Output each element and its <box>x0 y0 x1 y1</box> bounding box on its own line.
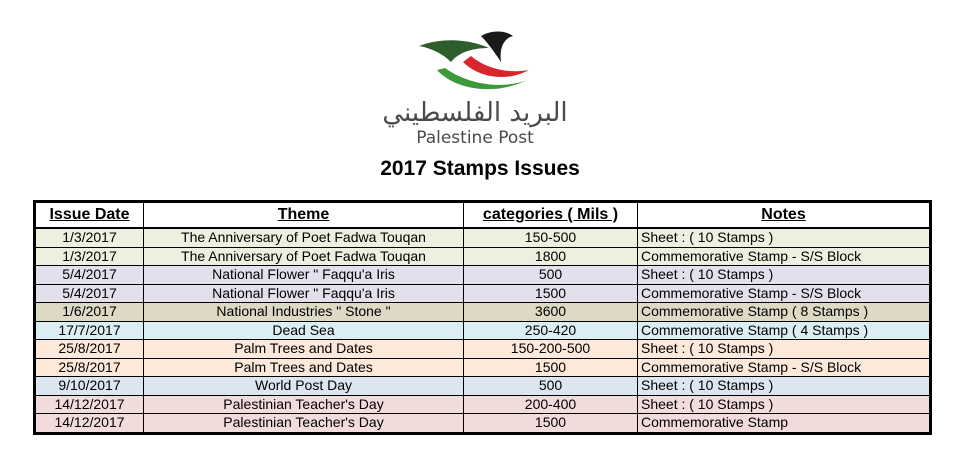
column-header-notes: Notes <box>638 202 931 229</box>
cell-category: 1500 <box>464 284 638 303</box>
cell-issue-date: 1/3/2017 <box>35 228 144 247</box>
cell-notes: Commemorative Stamp ( 8 Stamps ) <box>638 303 931 322</box>
cell-theme: Palm Trees and Dates <box>144 340 464 359</box>
table-row <box>35 377 931 396</box>
table-row <box>35 247 931 266</box>
cell-category: 1800 <box>464 247 638 266</box>
cell-category: 200-400 <box>464 395 638 414</box>
cell-theme: Dead Sea <box>144 321 464 340</box>
cell-category: 1500 <box>464 358 638 377</box>
cell-issue-date: 1/6/2017 <box>35 303 144 322</box>
palestine-post-logo <box>360 18 590 148</box>
cell-issue-date: 17/7/2017 <box>35 321 144 340</box>
table-row <box>35 266 931 285</box>
cell-notes: Commemorative Stamp - S/S Block <box>638 358 931 377</box>
cell-issue-date: 1/3/2017 <box>35 247 144 266</box>
cell-notes: Sheet : ( 10 Stamps ) <box>638 377 931 396</box>
cell-category: 500 <box>464 266 638 285</box>
page-title: 2017 Stamps Issues <box>380 157 580 180</box>
cell-category: 1500 <box>464 414 638 434</box>
cell-issue-date: 5/4/2017 <box>35 284 144 303</box>
cell-notes: Sheet : ( 10 Stamps ) <box>638 266 931 285</box>
table-row <box>35 358 931 377</box>
table-body <box>35 228 931 433</box>
cell-theme: Palm Trees and Dates <box>144 358 464 377</box>
table-row <box>35 303 931 322</box>
table-row <box>35 414 931 434</box>
cell-theme: The Anniversary of Poet Fadwa Touqan <box>144 247 464 266</box>
cell-notes: Commemorative Stamp ( 4 Stamps ) <box>638 321 931 340</box>
cell-issue-date: 14/12/2017 <box>35 414 144 434</box>
cell-notes: Sheet : ( 10 Stamps ) <box>638 228 931 247</box>
cell-issue-date: 5/4/2017 <box>35 266 144 285</box>
cell-theme: National Flower " Faqqu'a Iris <box>144 266 464 285</box>
cell-issue-date: 25/8/2017 <box>35 340 144 359</box>
logo-red-stroke <box>463 56 529 77</box>
cell-category: 3600 <box>464 303 638 322</box>
table-row <box>35 340 931 359</box>
logo-arabic-text: البريد الفلسطيني <box>382 98 568 128</box>
cell-theme: National Industries " Stone " <box>144 303 464 322</box>
column-header-issue-date: Issue Date <box>35 202 144 229</box>
cell-issue-date: 25/8/2017 <box>35 358 144 377</box>
cell-category: 150-200-500 <box>464 340 638 359</box>
cell-category: 150-500 <box>464 228 638 247</box>
logo-english-text: Palestine Post <box>416 128 534 148</box>
cell-theme: Palestinian Teacher's Day <box>144 414 464 434</box>
cell-notes: Commemorative Stamp <box>638 414 931 434</box>
table-header-row <box>35 202 931 229</box>
table-row <box>35 228 931 247</box>
cell-issue-date: 9/10/2017 <box>35 377 144 396</box>
cell-issue-date: 14/12/2017 <box>35 395 144 414</box>
stamps-table <box>33 200 932 435</box>
cell-notes: Sheet : ( 10 Stamps ) <box>638 395 931 414</box>
table-row <box>35 284 931 303</box>
cell-theme: National Flower " Faqqu'a Iris <box>144 284 464 303</box>
cell-theme: World Post Day <box>144 377 464 396</box>
cell-theme: The Anniversary of Poet Fadwa Touqan <box>144 228 464 247</box>
cell-category: 500 <box>464 377 638 396</box>
table-row <box>35 395 931 414</box>
logo-dark-green-stroke <box>419 40 489 62</box>
cell-notes: Sheet : ( 10 Stamps ) <box>638 340 931 359</box>
column-header-categories: categories ( Mils ) <box>464 202 638 229</box>
dove-icon <box>415 26 535 96</box>
cell-category: 250-420 <box>464 321 638 340</box>
cell-notes: Commemorative Stamp - S/S Block <box>638 284 931 303</box>
cell-notes: Commemorative Stamp - S/S Block <box>638 247 931 266</box>
column-header-theme: Theme <box>144 202 464 229</box>
table-row <box>35 321 931 340</box>
cell-theme: Palestinian Teacher's Day <box>144 395 464 414</box>
